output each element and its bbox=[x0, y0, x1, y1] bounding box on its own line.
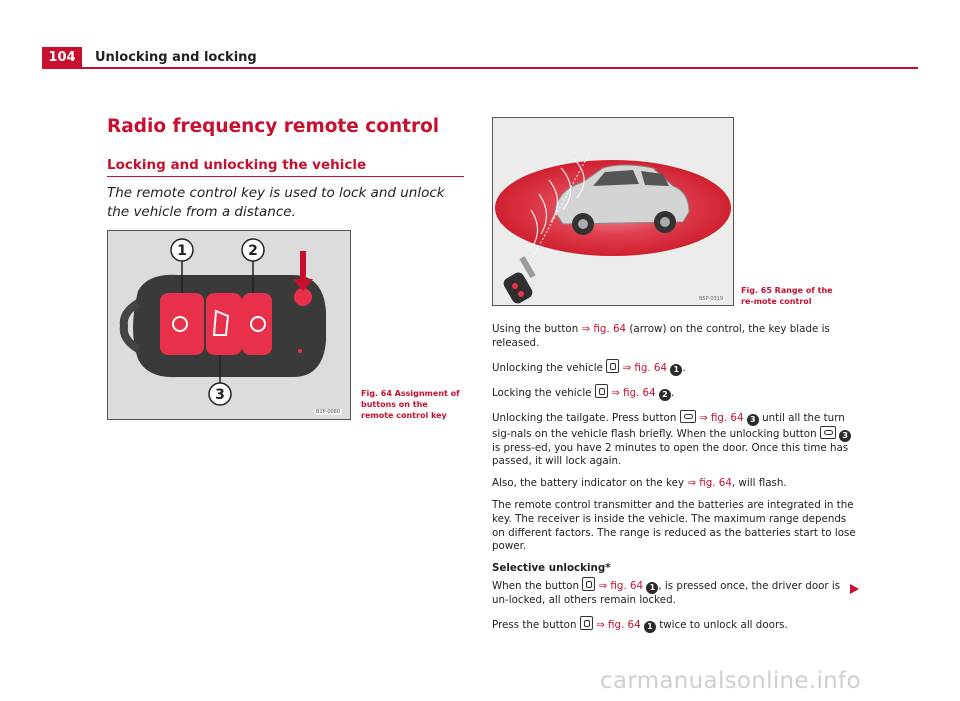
figure-reference[interactable]: ⇒ fig. 64 bbox=[687, 477, 732, 490]
key-illustration bbox=[108, 231, 350, 419]
selective-unlocking-heading: Selective unlocking* bbox=[492, 562, 611, 575]
section-title: Unlocking and locking bbox=[95, 50, 257, 65]
section-subtitle: Locking and unlocking the vehicle bbox=[107, 157, 367, 173]
header-divider bbox=[42, 67, 918, 69]
callout-badge: 3 bbox=[839, 430, 851, 442]
callout-badge: 2 bbox=[659, 389, 671, 401]
figure-reference[interactable]: ⇒ fig. 64 bbox=[596, 619, 641, 632]
figure-64-code: B1P-0080 bbox=[316, 409, 341, 415]
page-title: Radio frequency remote control bbox=[107, 116, 440, 137]
subtitle-divider bbox=[107, 176, 464, 177]
figure-65-caption: Fig. 65 Range of the re-mote control bbox=[741, 286, 833, 306]
callout-1: 1 bbox=[177, 243, 187, 259]
callout-badge: 3 bbox=[747, 414, 759, 426]
paragraph-battery-indicator: Also, the battery indicator on the key ⇒ fig. 64, will flash. bbox=[492, 477, 787, 490]
unlock-key-icon bbox=[606, 359, 619, 373]
page-number: 104 bbox=[42, 47, 82, 69]
figure-reference[interactable]: ⇒ fig. 64 bbox=[698, 411, 744, 424]
paragraph-transmitter: The remote control transmitter and the batteries are integrated in the key. The receiver is inside the vehicle. The maximum range depends on different factors. The range is reduced as the batteries start to lose power. bbox=[492, 499, 856, 553]
figure-65-range bbox=[492, 117, 734, 306]
callout-3: 3 bbox=[215, 387, 225, 403]
paragraph-key-release: Using the button ⇒ fig. 64 (arrow) on the control, the key blade is released. bbox=[492, 323, 830, 349]
figure-reference[interactable]: ⇒ fig. 64 bbox=[581, 323, 627, 335]
figure-64-caption: Fig. 64 Assignment of buttons on the remote control key bbox=[361, 389, 460, 420]
paragraph-unlocking: Unlocking the vehicle ⇒ fig. 64 1 . bbox=[492, 359, 860, 376]
figure-reference[interactable]: ⇒ fig. 64 bbox=[611, 387, 656, 400]
lock-key-icon bbox=[595, 384, 608, 398]
callout-2: 2 bbox=[248, 243, 258, 259]
body-text bbox=[492, 323, 860, 642]
tailgate-key-icon bbox=[820, 426, 836, 439]
callout-badge: 1 bbox=[644, 621, 656, 633]
figure-reference[interactable]: ⇒ fig. 64 bbox=[598, 579, 644, 592]
paragraph-selective-once: When the button ⇒ fig. 64 1 , is pressed once, the driver door is un-locked, all others remain locked. bbox=[492, 577, 860, 608]
continue-arrow-icon bbox=[850, 584, 859, 594]
figure-reference[interactable]: ⇒ fig. 64 bbox=[622, 361, 668, 374]
paragraph-locking: Locking the vehicle ⇒ fig. 64 2 . bbox=[492, 384, 860, 401]
callout-badge: 1 bbox=[670, 364, 682, 376]
range-illustration bbox=[493, 118, 733, 305]
unlock-key-icon bbox=[582, 577, 595, 591]
watermark: carmanualsonline.info bbox=[600, 668, 861, 694]
figure-64-key-buttons bbox=[107, 230, 351, 420]
unlock-key-icon bbox=[580, 616, 593, 630]
tailgate-key-icon bbox=[680, 410, 696, 423]
figure-65-code: B5P-0319 bbox=[699, 296, 724, 302]
paragraph-selective-twice: Press the button ⇒ fig. 64 1 twice to unlock all doors. bbox=[492, 616, 860, 633]
paragraph-tailgate: Unlocking the tailgate. Press button ⇒ fig. 64 3 until all the turn sig-nals on the vehicle flash briefly. When the unlocking button 3 is press-ed, you have 2 minutes to open the door. Once this time has passed, it will lock again. bbox=[492, 410, 860, 469]
intro-text: The remote control key is used to lock and unlock the vehicle from a distance. bbox=[107, 185, 445, 220]
callout-badge: 1 bbox=[646, 582, 658, 594]
